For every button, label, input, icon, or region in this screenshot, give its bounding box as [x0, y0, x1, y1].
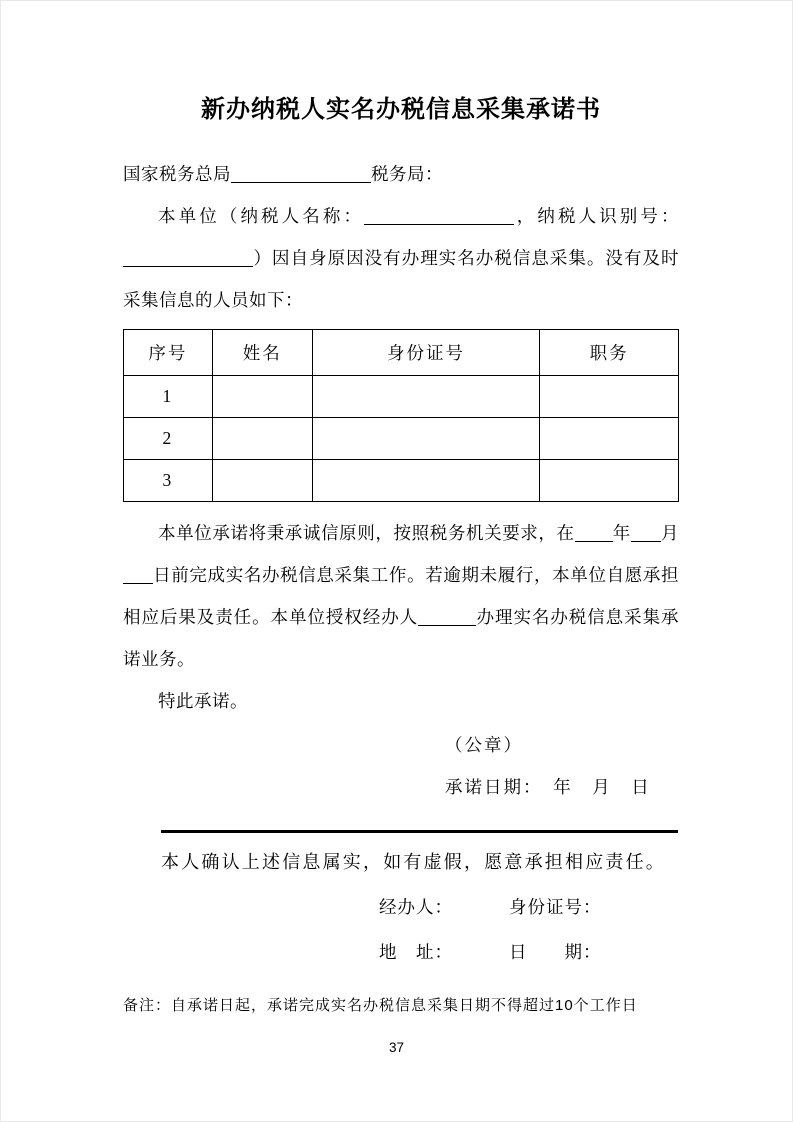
section-divider: [161, 830, 678, 833]
cell-position: [540, 418, 679, 460]
signature-row-agent: [379, 885, 679, 930]
salutation-prefix: 国家税务总局: [123, 164, 231, 184]
intro-paragraph: [123, 195, 679, 321]
day-blank: [123, 566, 153, 584]
seal-label: （公章）: [445, 735, 523, 755]
header-position: 职务: [540, 330, 679, 376]
date-label: 日 期：: [509, 942, 602, 962]
intro-lead: 本单位（纳税人名称：: [158, 206, 365, 226]
document-title: 新办纳税人实名办税信息采集承诺书: [201, 96, 601, 123]
commitment-middle: 日前完成实名办税信息采集工作。若逾期未履行，本单位自愿承担相应后果及责任。本单位授权经办人: [123, 565, 679, 627]
agent-id-label: 身份证号：: [509, 897, 602, 917]
closing-line: 特此承诺。: [158, 691, 248, 711]
table-header-row: [124, 330, 679, 376]
commitment-lead: 本单位承诺将秉承诚信原则，按照税务机关要求，在: [158, 523, 575, 543]
bureau-name-blank: [231, 165, 371, 183]
address-label: 地 址：: [379, 942, 453, 962]
signature-row-address: [379, 930, 679, 975]
cell-serial-number: 1: [124, 376, 213, 418]
seal-block: [445, 724, 679, 808]
year-label: 年: [612, 523, 631, 543]
table-row: [124, 418, 679, 460]
table-row: [124, 376, 679, 418]
note-line: 备注：自承诺日起，承诺完成实名办税信息采集日期不得超过10个工作日: [123, 997, 638, 1014]
month-blank: [631, 524, 661, 542]
taxpayer-name-blank: [364, 207, 514, 225]
personnel-table: [123, 329, 679, 502]
cell-position: [540, 460, 679, 502]
year-blank: [575, 524, 613, 542]
cell-id-number: [312, 460, 540, 502]
cell-serial-number: 2: [124, 418, 213, 460]
header-name: 姓名: [212, 330, 312, 376]
table-row: [124, 460, 679, 502]
intro-mid: ，纳税人识别号：: [514, 206, 680, 226]
page-number: 37: [388, 1040, 405, 1055]
agent-label: 经办人：: [379, 897, 453, 917]
commitment-paragraph: [123, 512, 679, 680]
cell-name: [212, 460, 312, 502]
header-serial-number: 序号: [124, 330, 213, 376]
cell-name: [212, 376, 312, 418]
commitment-date-line: 承诺日期： 年 月 日: [445, 777, 651, 797]
cell-id-number: [312, 376, 540, 418]
signature-block: [379, 885, 679, 975]
taxpayer-id-blank: [123, 249, 253, 267]
cell-id-number: [312, 418, 540, 460]
commitment-tail: 办理实名办税信息采集承诺业务。: [123, 607, 680, 669]
header-id-number: 身份证号: [312, 330, 540, 376]
salutation-suffix: 税务局：: [371, 164, 443, 184]
cell-serial-number: 3: [124, 460, 213, 502]
month-label: 月: [660, 523, 680, 543]
cell-position: [540, 376, 679, 418]
authorized-agent-blank: [418, 608, 476, 626]
intro-tail: ）因自身原因没有办理实名办税信息采集。没有及时采集信息的人员如下：: [123, 248, 679, 310]
confirmation-line: 本人确认上述信息属实，如有虚假，愿意承担相应责任。: [161, 852, 666, 872]
cell-name: [212, 418, 312, 460]
salutation-line: [123, 153, 679, 195]
